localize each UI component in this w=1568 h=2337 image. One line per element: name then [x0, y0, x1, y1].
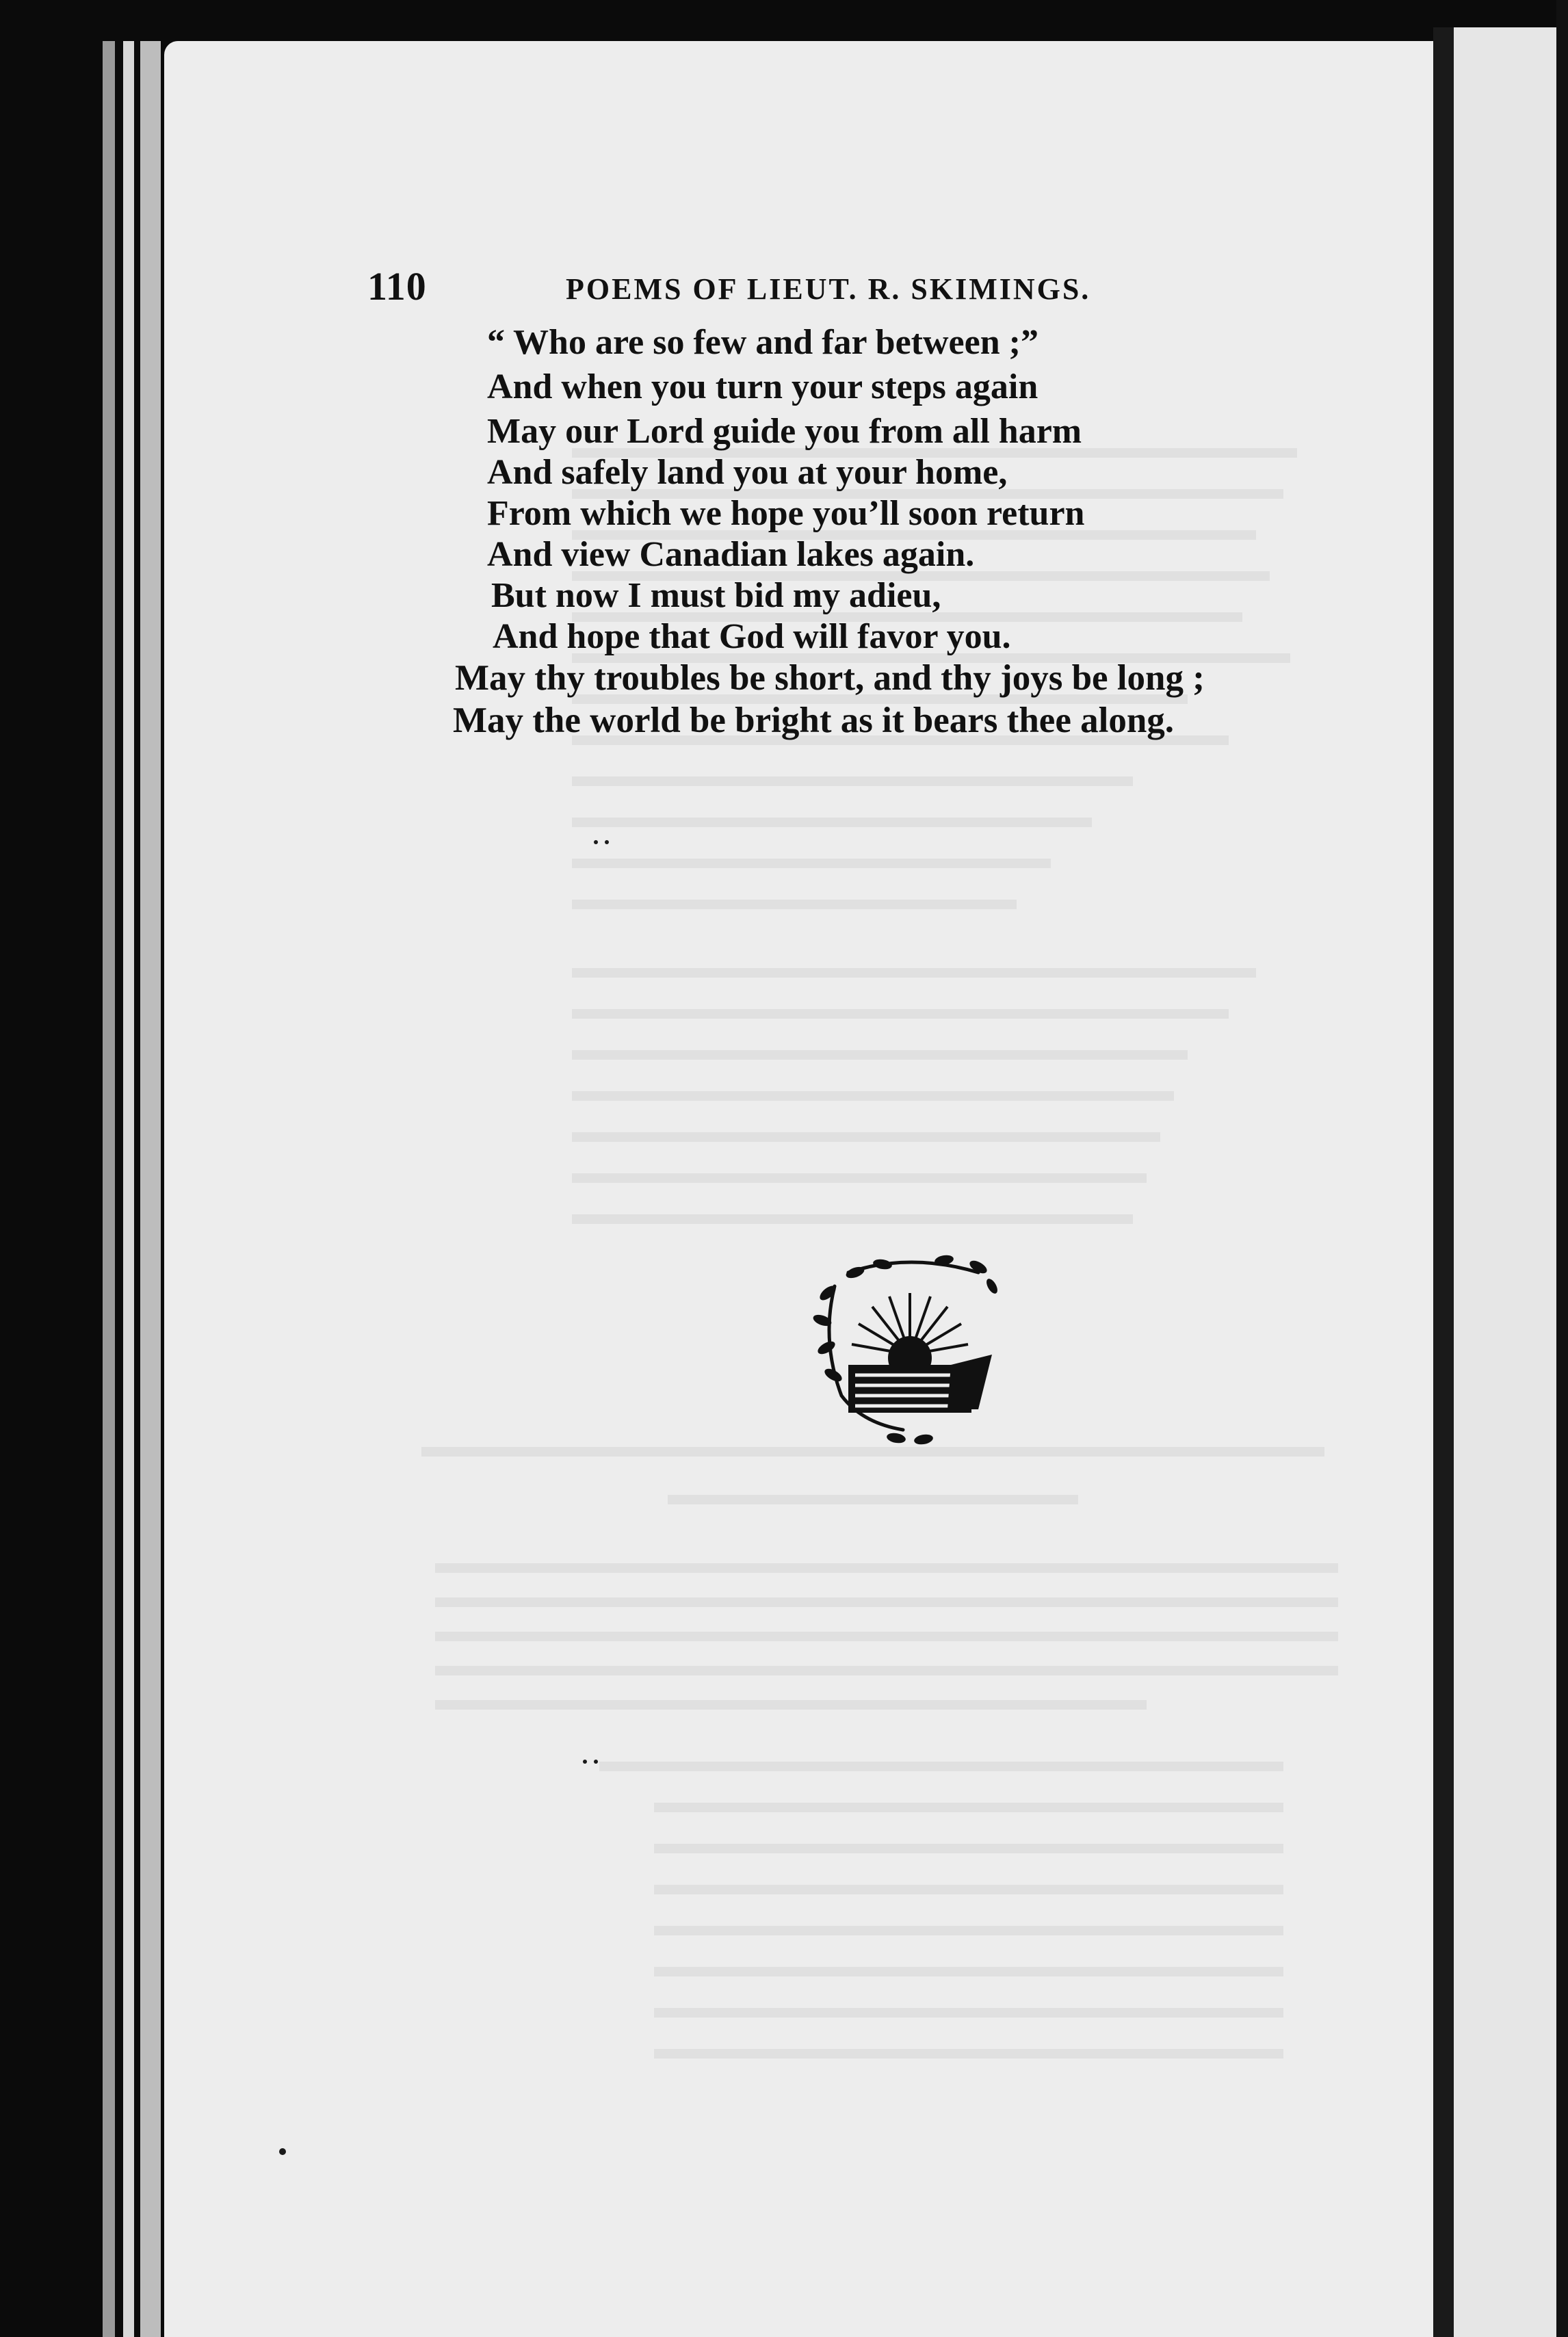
- poem-line: But now I must bid my adieu,: [491, 576, 941, 615]
- page-edge: [123, 41, 134, 2337]
- ink-speck: [605, 840, 609, 844]
- ink-speck: [594, 840, 598, 844]
- poem-line: And view Canadian lakes again.: [487, 535, 975, 574]
- poem-line: May thy troubles be short, and thy joys be long ;: [455, 658, 1205, 698]
- ink-speck: [583, 1760, 587, 1764]
- page-edge: [103, 41, 115, 2337]
- poem-line: May the world be bright as it bears thee along.: [453, 701, 1175, 740]
- rising-sun-vignette-icon: [807, 1245, 1012, 1450]
- poem-line: From which we hope you’ll soon return: [487, 494, 1085, 533]
- poem-line: And safely land you at your home,: [487, 453, 1008, 492]
- page-edge: [140, 41, 161, 2337]
- ink-speck: [594, 1760, 598, 1764]
- page-edge: [1556, 0, 1568, 2337]
- book-page: [164, 41, 1433, 2337]
- poem-line: And hope that God will favor you.: [493, 617, 1011, 656]
- facing-page-sliver: [1454, 27, 1556, 2337]
- book-spine: [1433, 27, 1454, 2337]
- running-title: POEMS OF LIEUT. R. SKIMINGS.: [566, 272, 1091, 306]
- running-header: [367, 263, 1147, 311]
- ink-speck: [279, 2148, 286, 2155]
- poem-line: And when you turn your steps again: [487, 367, 1038, 406]
- poem-line: “ Who are so few and far between ;”: [487, 323, 1038, 362]
- poem-line: May our Lord guide you from all harm: [487, 412, 1082, 451]
- page-number: 110: [367, 264, 427, 309]
